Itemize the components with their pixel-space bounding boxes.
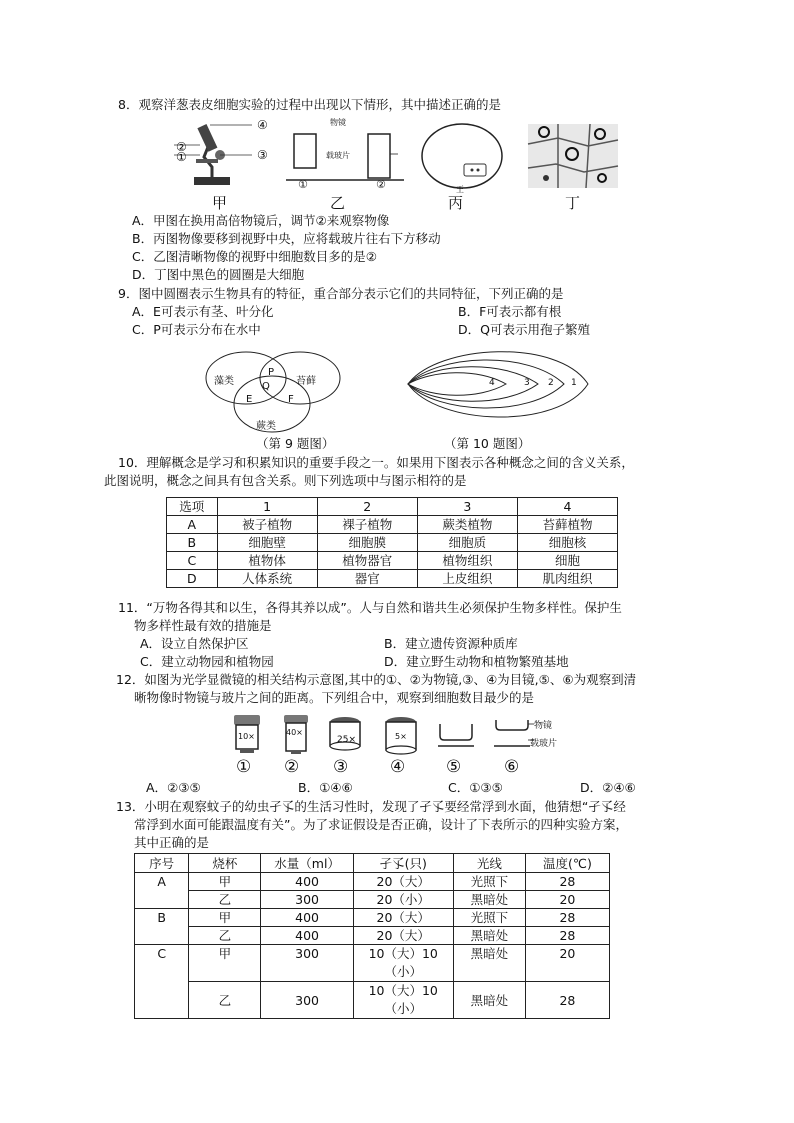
lens-label-4: 5× xyxy=(395,732,407,741)
micro-mark-4: ④ xyxy=(257,118,268,132)
q9-option-b: B．F可表示都有根 xyxy=(458,304,562,319)
yi-mark-1: ① xyxy=(298,178,308,191)
q8-stem: 8．观察洋葱表皮细胞实验的过程中出现以下情形，其中描述正确的是 xyxy=(118,97,501,112)
q9-option-d: D．Q可表示用孢子繁殖 xyxy=(458,322,590,337)
q8-option-d: D．丁图中黑色的圆圈是大细胞 xyxy=(132,267,305,282)
objective-label: 物镜 xyxy=(534,721,553,731)
venn-algae-label: 藻类 xyxy=(214,376,234,387)
table-header-cell: 序号 xyxy=(135,854,189,873)
table-header-cell: 烧杯 xyxy=(189,854,261,873)
table-cell: 光照下 xyxy=(453,909,525,927)
table-cell: D xyxy=(167,570,218,588)
distance-5-icon xyxy=(438,722,474,750)
table-cell: 上皮组织 xyxy=(417,570,517,588)
table-cell: 细胞 xyxy=(517,552,617,570)
number-6: ⑥ xyxy=(504,757,520,777)
table-cell: 植物组织 xyxy=(417,552,517,570)
q9-option-c: C．P可表示分布在水中 xyxy=(132,322,261,337)
table-header-cell: 4 xyxy=(517,498,617,516)
table-cell-group-id: C xyxy=(135,945,189,1019)
nested-label-3: 3 xyxy=(524,378,530,388)
table-cell-group-id: B xyxy=(135,909,189,945)
yi-objective-label: 物镜 xyxy=(330,118,346,127)
bing-mark: 王 xyxy=(456,185,464,194)
table-cell: 400 xyxy=(261,909,353,927)
lens-label-1: 10× xyxy=(238,732,255,741)
table-cell: 甲 xyxy=(189,873,261,891)
table-header-cell: 温度(℃) xyxy=(525,854,609,873)
number-5: ⑤ xyxy=(446,757,462,777)
table-cell: 10（大）10（小） xyxy=(353,945,453,982)
q12-option-c: C．①③⑤ xyxy=(448,780,503,795)
fig-label-bing: 丙 xyxy=(448,194,464,212)
number-4: ④ xyxy=(390,757,406,777)
table-row xyxy=(135,909,610,927)
table-row xyxy=(135,873,610,891)
table-header-cell: 光线 xyxy=(453,854,525,873)
table-cell: 28 xyxy=(525,982,609,1019)
q11-option-b: B．建立遗传资源种质库 xyxy=(384,636,518,651)
table-cell: 300 xyxy=(261,982,353,1019)
table-cell: 20（小） xyxy=(353,891,453,909)
table-cell: 20（大） xyxy=(353,909,453,927)
number-1: ① xyxy=(236,757,252,777)
table-cell: 细胞质 xyxy=(417,534,517,552)
table-cell: 蕨类植物 xyxy=(417,516,517,534)
table-cell: 被子植物 xyxy=(217,516,317,534)
table-cell: 300 xyxy=(261,945,353,982)
nested-label-1: 1 xyxy=(571,378,577,388)
table-header-cell: 3 xyxy=(417,498,517,516)
table-cell: 黑暗处 xyxy=(453,945,525,982)
fig-label-ding: 丁 xyxy=(565,194,581,212)
q11-option-c: C．建立动物园和植物园 xyxy=(140,654,274,669)
nested-label-4: 4 xyxy=(489,378,495,388)
table-cell: 裸子植物 xyxy=(317,516,417,534)
table-cell: 人体系统 xyxy=(217,570,317,588)
table-cell: 细胞核 xyxy=(517,534,617,552)
q8-option-c: C．乙图清晰物像的视野中细胞数目多的是② xyxy=(132,249,377,264)
table-cell: 细胞膜 xyxy=(317,534,417,552)
micro-mark-3: ③ xyxy=(257,148,268,162)
table-cell: 甲 xyxy=(189,945,261,982)
table-cell: 肌肉组织 xyxy=(517,570,617,588)
table-header-cell: 2 xyxy=(317,498,417,516)
number-3: ③ xyxy=(333,757,349,777)
q12-stem-line1: 12．如图为光学显微镜的相关结构示意图,其中的①、②为物镜,③、④为目镜,⑤、⑥为观察到清 xyxy=(116,672,637,687)
table-cell-group-id: A xyxy=(135,873,189,909)
table-row xyxy=(135,982,610,1019)
q10-stem-line2: 此图说明，概念之间具有包含关系。则下列选项中与图示相符的是 xyxy=(104,473,467,488)
fig-label-yi: 乙 xyxy=(330,194,346,212)
nested-label-2: 2 xyxy=(548,378,554,388)
lens-label-3: 25× xyxy=(337,735,356,745)
caption-fig-9: （第 9 题图） xyxy=(256,436,335,451)
q12-stem-line2: 晰物像时物镜与玻片之间的距离。下列组合中，观察到细胞数目最少的是 xyxy=(134,690,535,705)
table-cell: 乙 xyxy=(189,891,261,909)
yi-mark-2: ② xyxy=(376,178,386,191)
slide-label: 载玻片 xyxy=(530,739,558,749)
q13-table xyxy=(134,853,610,1019)
table-cell: 甲 xyxy=(189,909,261,927)
table-cell: 苔藓植物 xyxy=(517,516,617,534)
venn-q-label: Q xyxy=(262,381,270,392)
table-cell: 器官 xyxy=(317,570,417,588)
table-header-row xyxy=(135,854,610,873)
q13-stem-line3: 其中正确的是 xyxy=(134,835,210,850)
q11-stem-line1: 11．“万物各得其和以生，各得其养以成”。人与自然和谐共生必须保护生物多样性。保护生 xyxy=(118,600,622,615)
table-cell: 20 xyxy=(525,945,609,982)
q9-option-a: A．E可表示有茎、叶分化 xyxy=(132,304,274,319)
table-cell: 20（大） xyxy=(353,873,453,891)
table-cell: 黑暗处 xyxy=(453,982,525,1019)
venn-fern-label: 蕨类 xyxy=(256,421,276,432)
table-header-cell: 1 xyxy=(217,498,317,516)
micro-mark-1: ① xyxy=(176,150,187,164)
table-row xyxy=(167,534,618,552)
yi-slide-label: 载玻片 xyxy=(326,151,350,160)
table-header-cell: 水量（ml） xyxy=(261,854,353,873)
venn-f-label: F xyxy=(288,394,294,405)
table-cell: 乙 xyxy=(189,927,261,945)
q11-stem-line2: 物多样性最有效的措施是 xyxy=(134,618,272,633)
nested-ellipses-diagram xyxy=(408,338,594,434)
q8-option-a: A．甲图在换用高倍物镜后，调节②来观察物像 xyxy=(132,213,390,228)
table-header-row xyxy=(167,498,618,516)
q12-option-a: A．②③⑤ xyxy=(146,780,201,795)
table-row xyxy=(167,552,618,570)
table-cell: 20 xyxy=(525,891,609,909)
q9-stem: 9．图中圆圈表示生物具有的特征，重合部分表示它们的共同特征，下列正确的是 xyxy=(118,286,564,301)
table-cell: 植物体 xyxy=(217,552,317,570)
q11-option-a: A．设立自然保护区 xyxy=(140,636,249,651)
table-cell: 20（大） xyxy=(353,927,453,945)
table-cell: 乙 xyxy=(189,982,261,1019)
eyepiece-lens-3-icon xyxy=(328,716,362,752)
q11-option-d: D．建立野生动物和植物繁殖基地 xyxy=(384,654,569,669)
venn-p-label: P xyxy=(268,367,275,378)
table-row xyxy=(167,516,618,534)
q10-stem-line1: 10．理解概念是学习和积累知识的重要手段之一。如果用下图表示各种概念之间的含义关系， xyxy=(118,455,634,470)
table-row xyxy=(135,945,610,982)
table-cell: 10（大）10（小） xyxy=(353,982,453,1019)
q12-option-d: D．②④⑥ xyxy=(580,780,636,795)
table-cell: A xyxy=(167,516,218,534)
table-cell: 黑暗处 xyxy=(453,927,525,945)
table-cell: 黑暗处 xyxy=(453,891,525,909)
fig-label-jia: 甲 xyxy=(212,194,228,212)
table-cell: 400 xyxy=(261,873,353,891)
table-cell: C xyxy=(167,552,218,570)
table-header-cell: 孑孓(只) xyxy=(353,854,453,873)
micro-mark-2: ② xyxy=(176,140,187,154)
table-cell: 28 xyxy=(525,927,609,945)
table-cell: 光照下 xyxy=(453,873,525,891)
table-row xyxy=(135,927,610,945)
table-cell: 400 xyxy=(261,927,353,945)
venn-e-label: E xyxy=(246,394,253,405)
q12-option-b: B．①④⑥ xyxy=(298,780,353,795)
q13-stem-line1: 13．小明在观察蚊子的幼虫孑孓的生活习性时，发现了孑孓要经常浮到水面，他猜想“孑孓经 xyxy=(116,799,626,814)
q10-table xyxy=(166,497,618,588)
caption-fig-10: （第 10 题图） xyxy=(444,436,531,451)
lens-label-2: 40× xyxy=(286,728,303,737)
table-cell: 细胞壁 xyxy=(217,534,317,552)
table-cell: B xyxy=(167,534,218,552)
table-header-cell: 选项 xyxy=(167,498,218,516)
table-row xyxy=(135,891,610,909)
venn-moss-label: 苔藓 xyxy=(296,376,316,387)
q8-option-b: B．丙图物像要移到视野中央，应将载玻片往右下方移动 xyxy=(132,231,441,246)
cell-image-figure xyxy=(528,124,618,188)
table-cell: 植物器官 xyxy=(317,552,417,570)
table-cell: 300 xyxy=(261,891,353,909)
number-2: ② xyxy=(284,757,300,777)
table-row xyxy=(167,570,618,588)
table-cell: 28 xyxy=(525,909,609,927)
distance-6-icon xyxy=(494,718,530,750)
q13-stem-line2: 常浮到水面可能跟温度有关”。为了求证假设是否正确，设计了下表所示的四种实验方案， xyxy=(134,817,628,832)
table-cell: 28 xyxy=(525,873,609,891)
